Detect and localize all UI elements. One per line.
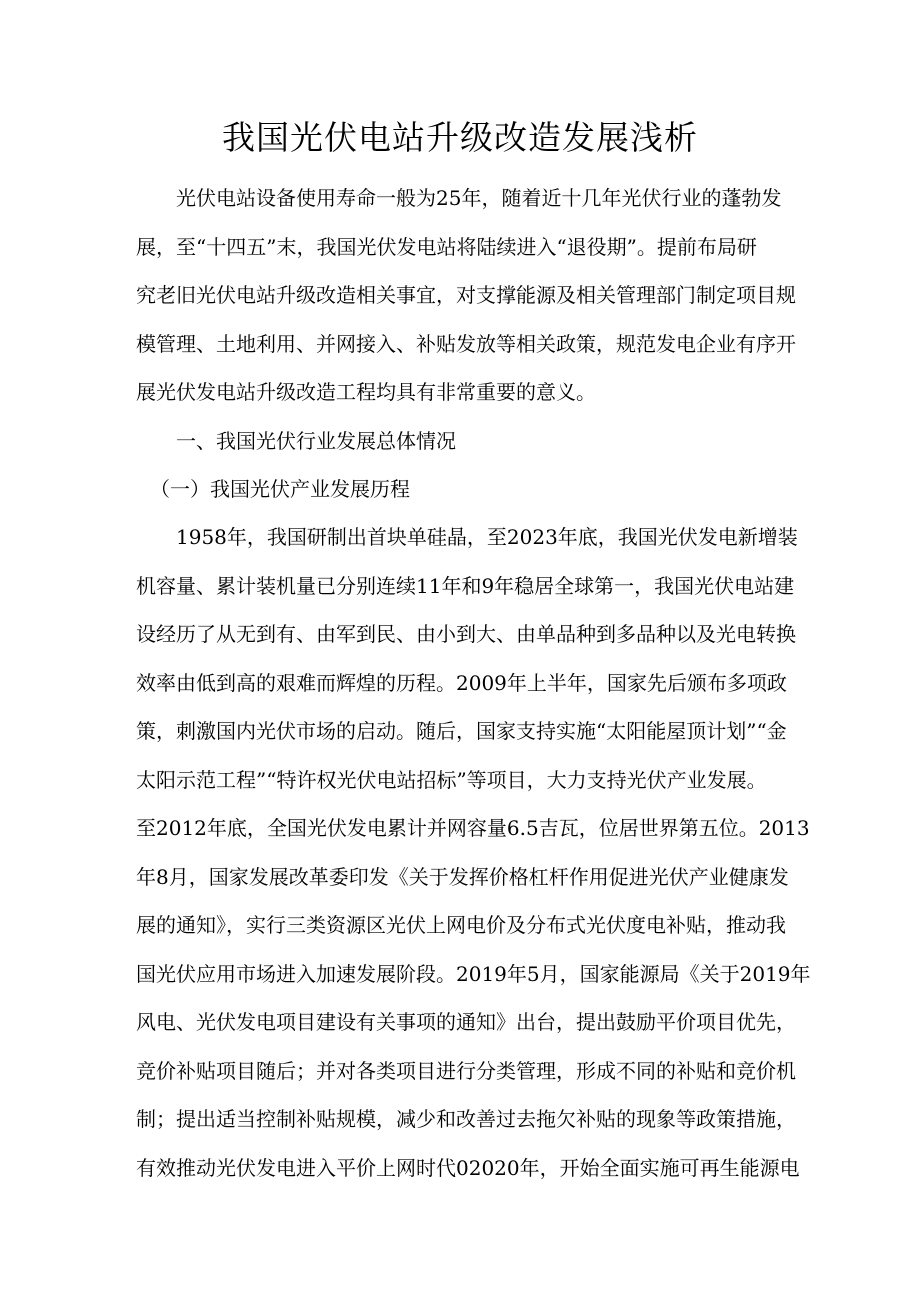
text-line: 究老旧光伏电站升级改造相关事宜，对支撑能源及相关管理部门制定项目规 [136,283,796,307]
text-line: 设经历了从无到有、由军到民、由小到大、由单品种到多品种以及光电转换 [136,622,796,646]
text-line: 效率由低到高的艰难而辉煌的历程。2009年上半年，国家先后颁布多项政 [136,670,787,695]
intro-paragraph [136,174,796,417]
subsection-heading: （一）我国光伏产业发展历程 [150,477,410,501]
text-line: 太阳示范工程”“特许权光伏电站招标”等项目，大力支持光伏产业发展。 [136,767,767,792]
text-line: 国光伏应用市场进入加速发展阶段。2019年5月，国家能源局《关于2019年 [136,961,811,986]
text-line: 制；提出适当控制补贴规模，减少和改善过去拖欠补贴的现象等政策措施， [136,1107,796,1131]
section-heading: 一、我国光伏行业发展总体情况 [176,429,456,453]
text-line: 至2012年底，全国光伏发电累计并网容量6.5吉瓦，位居世界第五位。2013 [136,816,810,840]
text-line: 有效推动光伏发电进入平价上网时代02020年，开始全面实施可再生能源电 [136,1155,800,1180]
text-line: 竞价补贴项目随后；并对各类项目进行分类管理，形成不同的补贴和竞价机 [136,1058,796,1083]
text-line: 光伏电站设备使用寿命一般为25年，随着近十几年光伏行业的蓬勃发 [176,186,782,210]
text-line: 展，至“十四五”末，我国光伏发电站将陆续进入“退役期”。提前布局研 [136,234,757,259]
text-line: 展的通知》，实行三类资源区光伏上网电价及分布式光伏度电补贴，推动我 [136,913,786,937]
text-line: 展光伏发电站升级改造工程均具有非常重要的意义。 [136,380,596,404]
document-title: 我国光伏电站升级改造发展浅析 [222,118,698,157]
text-line: 风电、光伏发电项目建设有关事项的通知》出台，提出鼓励平价项目优先， [136,1010,796,1034]
text-line: 策，刺激国内光伏市场的启动。随后，国家支持实施“太阳能屋顶计划”“金 [136,719,787,743]
text-line: 模管理、土地利用、并网接入、补贴发放等相关政策，规范发电企业有序开 [136,331,796,356]
text-line: 1958年，我国研制出首块单硅晶，至2023年底，我国光伏发电新增装 [176,525,798,549]
history-paragraph [136,513,811,1192]
text-line: 年8月，国家发展改革委印发《关于发挥价格杠杆作用促进光伏产业健康发 [136,864,789,889]
text-line: 机容量、累计装机量已分别连续11年和9年稳居全球第一，我国光伏电站建 [136,573,795,598]
